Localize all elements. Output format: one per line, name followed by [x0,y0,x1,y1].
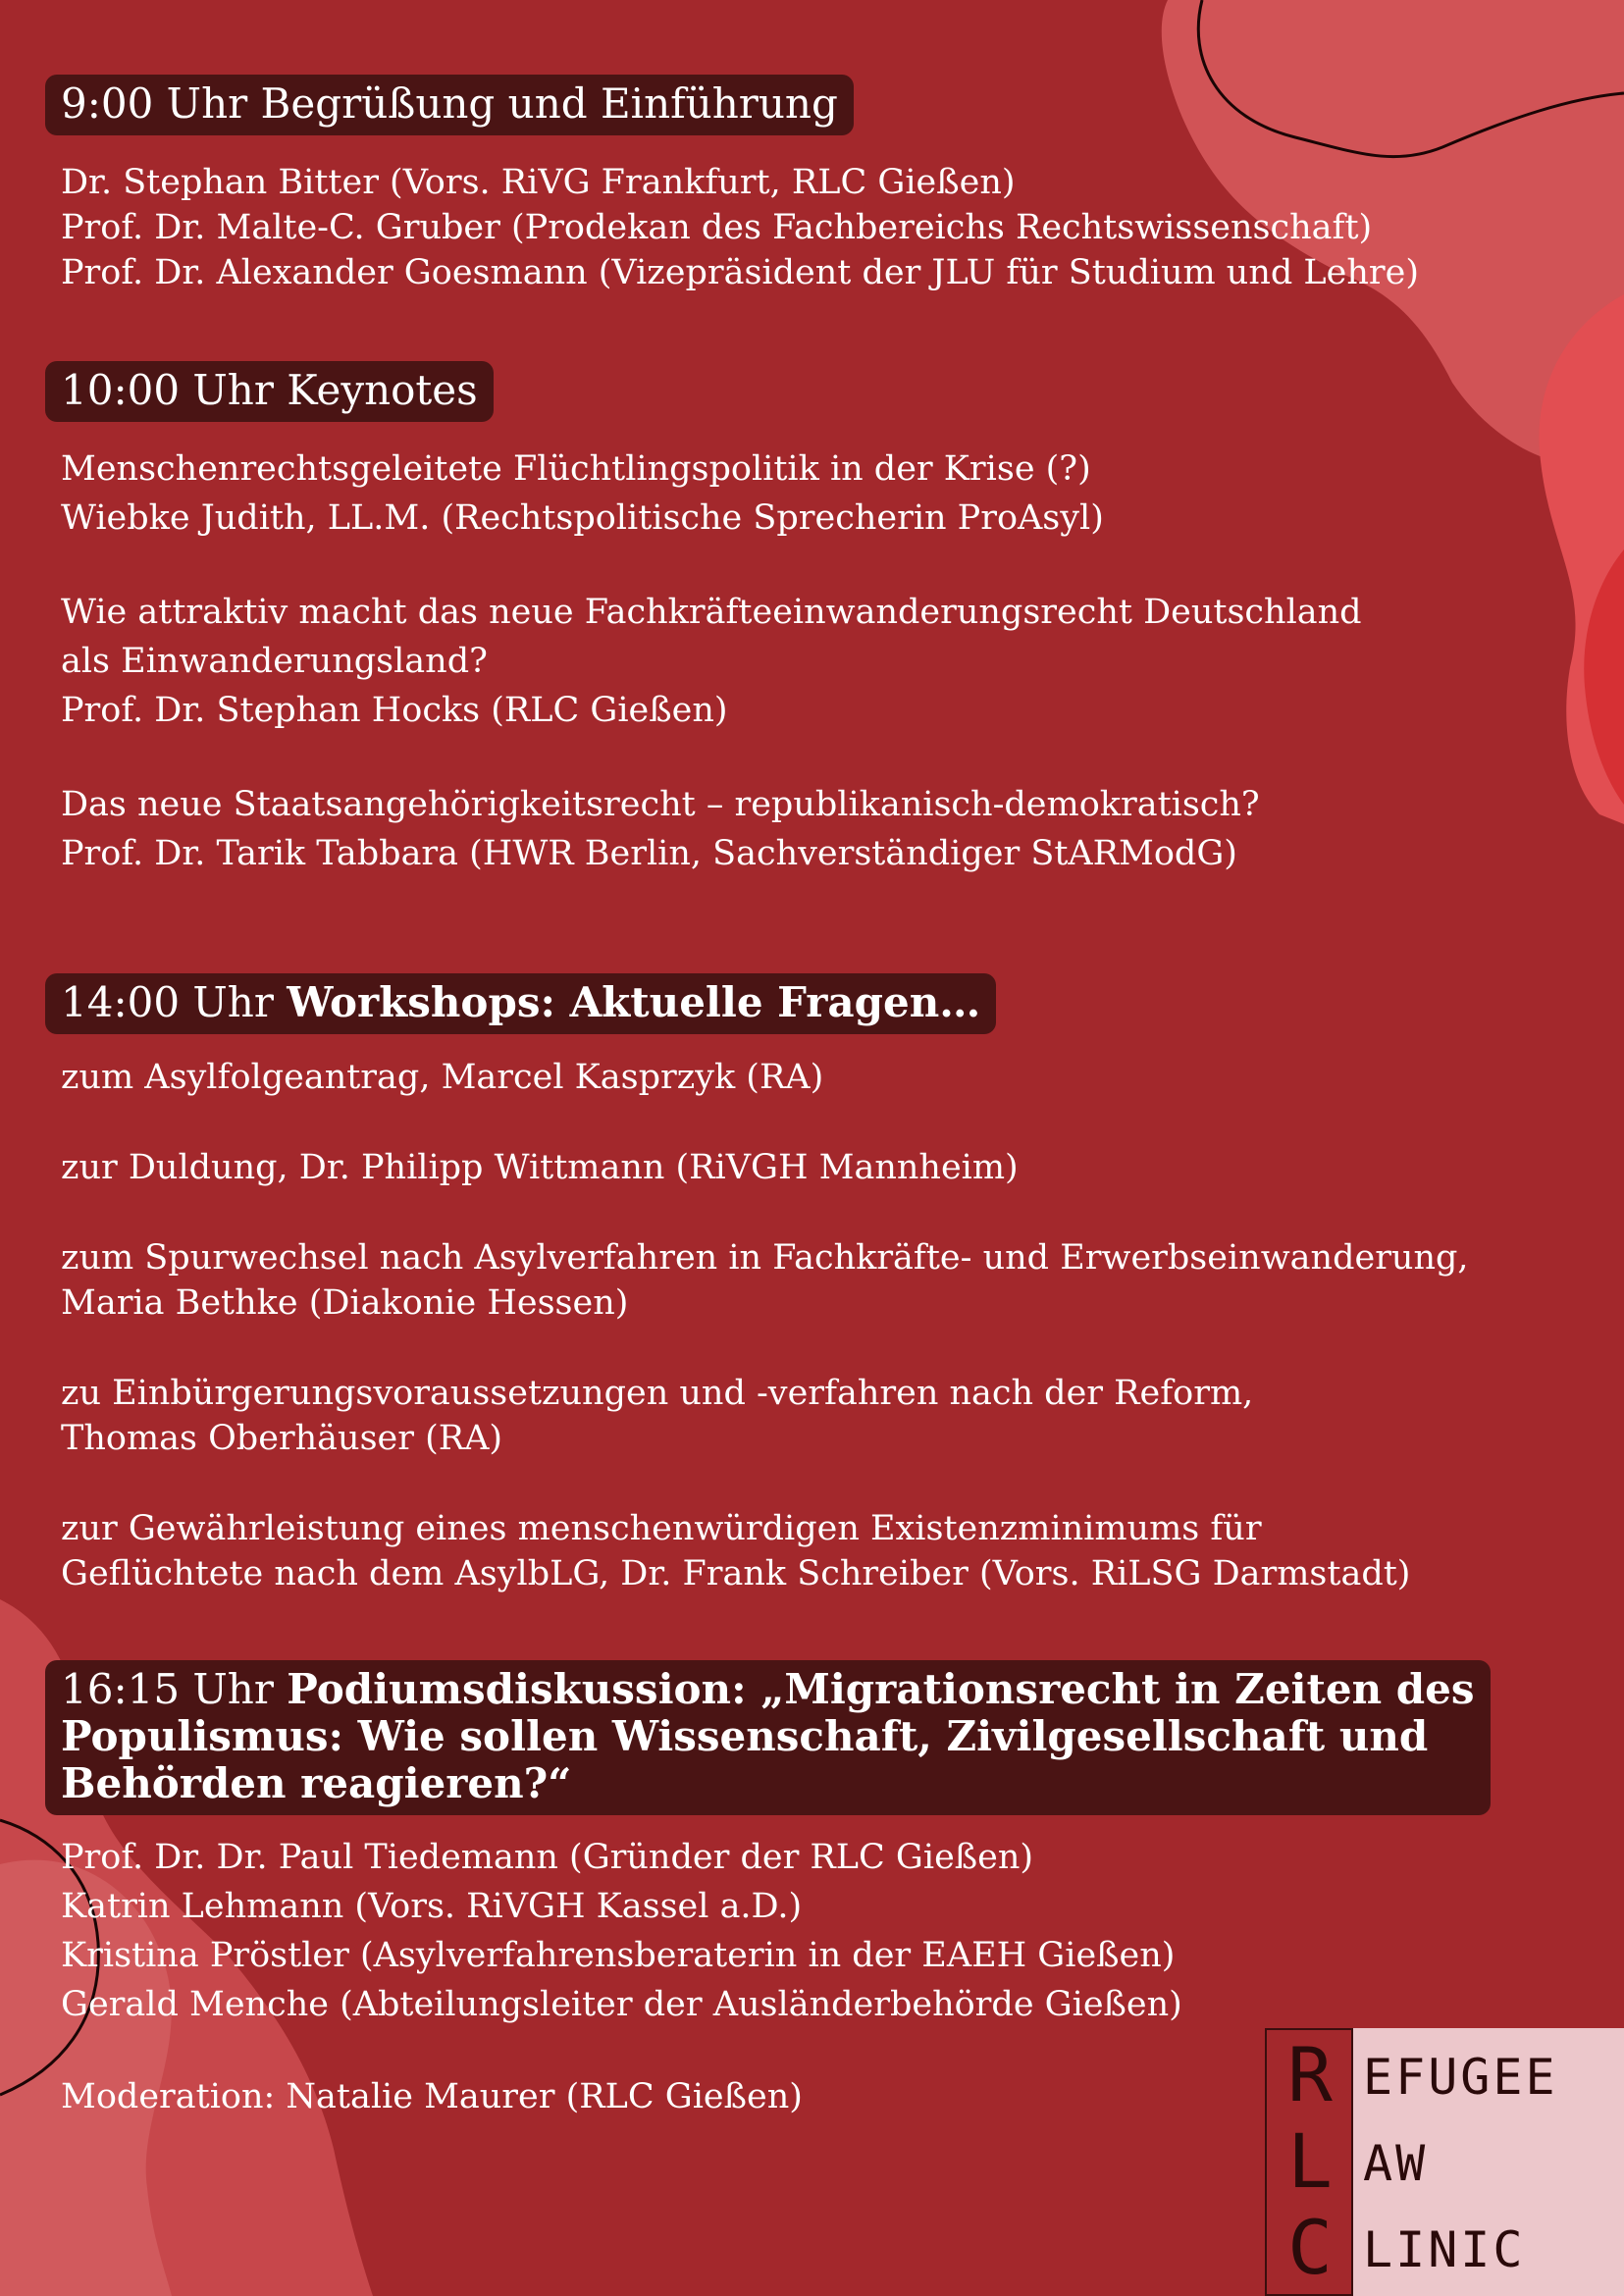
moderation-line: Moderation: Natalie Maurer (RLC Gießen) [61,2077,803,2116]
heading-title: Podiumsdiskussion: „Migrationsrecht in Zeiten des [287,1665,1475,1713]
refugee-law-clinic-logo [1265,2028,1624,2296]
workshop-item: zum Asylfolgeantrag, Marcel Kasprzyk (RA) [61,1058,824,1097]
workshops-list [61,1055,1469,1596]
speaker-line: Prof. Dr. Malte-C. Gruber (Prodekan des Fachbereichs Rechtswissenschaft) [61,208,1373,247]
heading-title: Workshops: Aktuelle Fragen… [287,978,981,1026]
section-heading-workshops [45,973,996,1034]
heading-text: 10:00 Uhr Keynotes [61,366,478,414]
heading-title: Behörden reagieren?“ [61,1759,572,1807]
keynote-title: Menschenrechtsgeleitete Flüchtlingspolitik in der Krise (?) [61,449,1091,489]
keynotes-list [61,444,1362,878]
workshop-item: zur Duldung, Dr. Philipp Wittmann (RiVGH Mannheim) [61,1148,1019,1187]
logo-initial: C [1287,2204,1333,2291]
heading-text: 9:00 Uhr Begrüßung und Einführung [61,79,838,128]
workshop-item: Thomas Oberhäuser (RA) [61,1419,503,1458]
panel-member: Prof. Dr. Dr. Paul Tiedemann (Gründer der RLC Gießen) [61,1838,1034,1877]
keynote-title: Wie attraktiv macht das neue Fachkräfteeinwanderungsrecht Deutschland [61,593,1362,632]
workshop-item: Maria Bethke (Diakonie Hessen) [61,1283,629,1323]
panel-member: Katrin Lehmann (Vors. RiVGH Kassel a.D.) [61,1887,803,1926]
logo-word: EFUGEE [1363,2049,1558,2106]
panel-list [61,1833,1182,2121]
logo-initial: L [1287,2117,1333,2205]
welcome-speakers [61,160,1419,295]
logo-initial: R [1287,2031,1333,2118]
workshop-item: Geflüchtete nach dem AsylbLG, Dr. Frank Schreiber (Vors. RiLSG Darmstadt) [61,1554,1411,1593]
panel-member: Kristina Pröstler (Asylverfahrensberaterin in der EAEH Gießen) [61,1936,1176,1975]
workshop-item: zum Spurwechsel nach Asylverfahren in Fachkräfte- und Erwerbseinwanderung, [61,1238,1469,1278]
keynote-speaker: Prof. Dr. Tarik Tabbara (HWR Berlin, Sachverständiger StARModG) [61,834,1237,873]
workshop-item: zu Einbürgerungsvoraussetzungen und -verfahren nach der Reform, [61,1374,1254,1413]
workshop-item: zur Gewährleistung eines menschenwürdigen Existenzminimums für [61,1509,1262,1548]
heading-time: 14:00 Uhr [61,978,288,1026]
keynote-speaker: Wiebke Judith, LL.M. (Rechtspolitische Sprecherin ProAsyl) [61,498,1104,538]
panel-member: Gerald Menche (Abteilungsleiter der Ausländerbehörde Gießen) [61,1985,1182,2024]
speaker-line: Dr. Stephan Bitter (Vors. RiVG Frankfurt, RLC Gießen) [61,163,1016,202]
keynote-title: als Einwanderungsland? [61,642,488,681]
heading-title: Populismus: Wie sollen Wissenschaft, Zivilgesellschaft und [61,1712,1429,1760]
heading-time: 16:15 Uhr [61,1665,288,1713]
keynote-speaker: Prof. Dr. Stephan Hocks (RLC Gießen) [61,691,728,730]
speaker-line: Prof. Dr. Alexander Goesmann (Vizepräsident der JLU für Studium und Lehre) [61,253,1420,292]
section-heading-panel [45,1660,1491,1815]
keynote-title: Das neue Staatsangehörigkeitsrecht – republikanisch-demokratisch? [61,785,1260,824]
logo-word: LINIC [1363,2221,1526,2278]
section-heading-keynotes [45,361,494,422]
logo-word: AW [1363,2135,1429,2192]
section-heading-welcome [45,75,854,135]
